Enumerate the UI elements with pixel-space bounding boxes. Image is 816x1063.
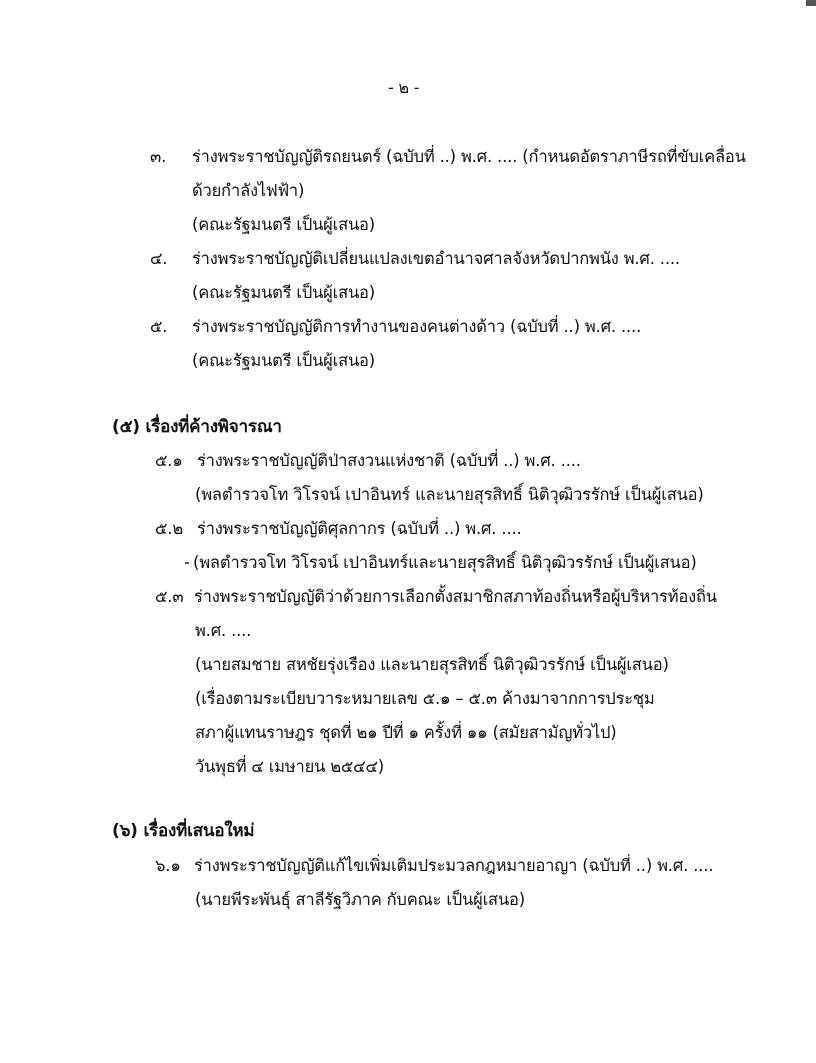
- item-5-1-proposer: (พลตำรวจโท วิโรจน์ เปาอินทร์ และนายสุรสิทธิ์ นิติวุฒิวรรักษ์ เป็นผู้เสนอ): [195, 485, 704, 504]
- item-6-1-proposer: (นายพีระพันธุ์ สาลีรัฐวิภาค กับคณะ เป็นผู้เสนอ): [195, 890, 525, 909]
- item-3-title-continued: ด้วยกำลังไฟฟ้า): [192, 181, 305, 200]
- item-5-2-number: ๕.๒: [155, 519, 184, 538]
- item-5-2-title: ร่างพระราชบัญญัติศุลกากร (ฉบับที่ ..) พ.ศ. ....: [197, 519, 522, 538]
- item-5-number: ๕.: [150, 317, 168, 336]
- corner-mark: [806, 0, 816, 6]
- section-5-note-line-3: วันพุธที่ ๔ เมษายน ๒๕๔๔): [195, 757, 384, 776]
- item-6-1-number: ๖.๑: [155, 856, 181, 875]
- section-5-heading: (๕) เรื่องที่ค้างพิจารณา: [112, 417, 282, 437]
- item-4-proposer: (คณะรัฐมนตรี เป็นผู้เสนอ): [192, 283, 375, 302]
- item-5-1-title: ร่างพระราชบัญญัติป่าสงวนแห่งชาติ (ฉบับที่ ..) พ.ศ. ....: [197, 451, 581, 470]
- page-number: - ๒ -: [388, 78, 420, 97]
- item-5-title: ร่างพระราชบัญญัติการทำงานของคนต่างด้าว (ฉบับที่ ..) พ.ศ. ....: [192, 317, 642, 336]
- item-5-3-number: ๕.๓: [155, 587, 184, 606]
- item-5-1-number: ๕.๑: [155, 451, 183, 470]
- item-5-3-title-continued: พ.ศ. ....: [195, 621, 252, 640]
- section-5-note-line-2: สภาผู้แทนราษฎร ชุดที่ ๒๑ ปีที่ ๑ ครั้งที่ ๑๑ (สมัยสามัญทั่วไป): [195, 723, 617, 742]
- item-4-number: ๔.: [150, 249, 168, 268]
- item-5-3-title: ร่างพระราชบัญญัติว่าด้วยการเลือกตั้งสมาชิกสภาท้องถิ่นหรือผู้บริหารท้องถิ่น: [194, 587, 717, 606]
- item-3-number: ๓.: [150, 147, 167, 166]
- item-6-1-title: ร่างพระราชบัญญัติแก้ไขเพิ่มเติมประมวลกฎหมายอาญา (ฉบับที่ ..) พ.ศ. ....: [194, 856, 714, 875]
- item-5-3-proposer: (นายสมชาย สหชัยรุ่งเรือง และนายสุรสิทธิ์ นิติวุฒิวรรักษ์ เป็นผู้เสนอ): [195, 655, 669, 674]
- section-5-note-line-1: (เรื่องตามระเบียบวาระหมายเลข ๕.๑ – ๕.๓ ค้างมาจากการประชุม: [195, 689, 655, 708]
- item-3-proposer: (คณะรัฐมนตรี เป็นผู้เสนอ): [192, 215, 375, 234]
- ink-speck: [185, 562, 189, 564]
- item-5-2-proposer: (พลตำรวจโท วิโรจน์ เปาอินทร์และนายสุรสิทธิ์ นิติวุฒิวรรักษ์ เป็นผู้เสนอ): [193, 553, 697, 572]
- section-6-heading: (๖) เรื่องที่เสนอใหม่: [112, 821, 255, 841]
- item-5-proposer: (คณะรัฐมนตรี เป็นผู้เสนอ): [192, 351, 375, 370]
- item-3-title: ร่างพระราชบัญญัติรถยนตร์ (ฉบับที่ ..) พ.ศ. .... (กำหนดอัตราภาษีรถที่ขับเคลื่อน: [192, 147, 746, 166]
- item-4-title: ร่างพระราชบัญญัติเปลี่ยนแปลงเขตอำนาจศาลจังหวัดปากพนัง พ.ศ. ....: [192, 249, 680, 268]
